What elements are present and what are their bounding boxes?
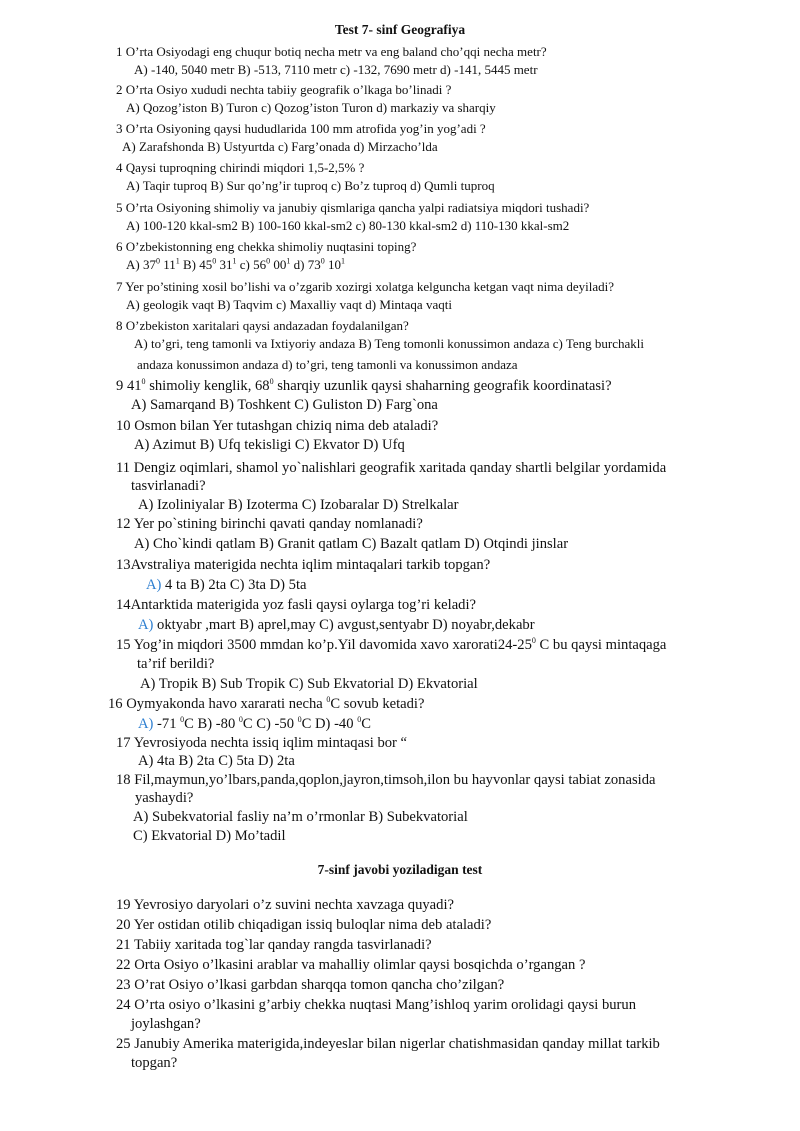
- question-12: 12 Yer po`stining birinchi qavati qanday nomlanadi?: [116, 516, 423, 532]
- answers-3: A) Zarafshonda B) Ustyurtda c) Farg’onada d) Mirzacho’lda: [122, 139, 438, 154]
- answer-mark: A): [138, 716, 154, 732]
- degree-mark: 0: [357, 715, 362, 725]
- answer-text: 11: [159, 257, 176, 272]
- degree-mark: 0: [238, 715, 243, 725]
- question-16: [108, 696, 424, 712]
- answers-15: A) Tropik B) Sub Tropik C) Sub Ekvatorial D) Ekvatorial: [140, 676, 478, 692]
- degree-mark: 0: [266, 256, 271, 266]
- question-11-cont: tasvirlanadi?: [131, 478, 206, 494]
- question-15: [116, 637, 666, 653]
- question-6: 6 O’zbekistonning eng chekka shimoliy nuqtasini toping?: [116, 239, 417, 254]
- answers-10: A) Azimut B) Ufq tekisligi C) Ekvator D) Ufq: [134, 437, 405, 453]
- answer-text: C: [361, 716, 371, 732]
- degree-mark: 0: [141, 377, 146, 387]
- question-1: 1 O’rta Osiyodagi eng chuqur botiq necha metr va eng baland cho’qqi necha metr?: [116, 44, 547, 59]
- open-question-25-cont: topgan?: [131, 1055, 178, 1071]
- open-question-22: 22 Orta Osiyo o’lkasini arablar va mahalliy olimlar qaysi bosqichda o’rgangan ?: [116, 957, 586, 973]
- answer-mark: A): [138, 617, 154, 633]
- question-14: 14Antarktida materigida yoz fasli qaysi oylarga tog’ri keladi?: [116, 597, 476, 613]
- degree-mark: 0: [155, 256, 160, 266]
- open-question-25: 25 Janubiy Amerika materigida,indeyeslar bilan nigerlar chatishmasidan qanday millat tarkib: [116, 1036, 660, 1052]
- answers-8: A) to’gri, teng tamonli va Ixtiyoriy andaza B) Teng tomonli konussimon andaza c) Teng burchakli: [134, 336, 644, 351]
- degree-mark: 0: [180, 715, 185, 725]
- question-8: 8 O’zbekiston xaritalari qaysi andazadan foydalanilgan?: [116, 318, 409, 333]
- question-18: 18 Fil,maymun,yo’lbars,panda,qoplon,jayron,timsoh,ilon bu hayvonlar qaysi tabiat zonasida: [116, 772, 656, 788]
- degree-mark: 0: [212, 256, 217, 266]
- minute-mark: 1: [175, 256, 180, 266]
- answers-16: [138, 716, 371, 732]
- answers-8-cont: andaza konussimon andaza d) to’gri, teng tamonli va konussimon andaza: [137, 357, 518, 372]
- open-question-20: 20 Yer ostidan otilib chiqadigan issiq buloqlar nima deb ataladi?: [116, 917, 492, 933]
- answers-12: A) Cho`kindi qatlam B) Granit qatlam C) Bazalt qatlam D) Otqindi jinslar: [134, 536, 569, 552]
- answers-17: A) 4ta B) 2ta C) 5ta D) 2ta: [138, 753, 295, 769]
- question-text: 9 41: [116, 378, 142, 394]
- question-text: C bu qaysi mintaqaga: [535, 637, 667, 653]
- question-5: 5 O’rta Osiyoning shimoliy va janubiy qismlariga qancha yalpi radiatsiya miqdori tushadi?: [116, 200, 590, 215]
- answers-5: A) 100-120 kkal-sm2 B) 100-160 kkal-sm2 c) 80-130 kkal-sm2 d) 110-130 kkal-sm2: [126, 218, 570, 233]
- answers-4: A) Taqir tuproq B) Sur qo’ng’ir tuproq c) Bo’z tuproq d) Qumli tuproq: [126, 178, 495, 193]
- question-3: 3 O’rta Osiyoning qaysi hududlarida 100 mm atrofida yog’in yog’adi ?: [116, 121, 486, 136]
- question-10: 10 Osmon bilan Yer tutashgan chiziq nima deb ataladi?: [116, 418, 439, 434]
- question-11: 11 Dengiz oqimlari, shamol yo`nalishlari geografik xaritada qanday shartli belgilar yordamida: [116, 460, 667, 476]
- answer-text: A) 37: [126, 257, 156, 272]
- section-title: 7-sinf javobi yoziladigan test: [317, 862, 483, 877]
- answers-6: [126, 257, 345, 273]
- open-question-19: 19 Yevrosiyo daryolari o’z suvini nechta xavzaga quyadi?: [116, 897, 454, 913]
- answer-text: oktyabr ,mart B) aprel,may C) avgust,sentyabr D) noyabr,dekabr: [153, 617, 535, 633]
- answer-text: C D) -40: [301, 716, 358, 732]
- question-15-cont: ta’rif berildi?: [137, 656, 215, 672]
- answer-text: -71: [153, 716, 181, 732]
- answer-mark: A): [146, 577, 162, 593]
- answers-14: [138, 617, 535, 633]
- question-text: sharqiy uzunlik qaysi shaharning geografik koordinatasi?: [273, 378, 612, 394]
- open-question-24-cont: joylashgan?: [131, 1016, 201, 1032]
- minute-mark: 1: [232, 256, 237, 266]
- question-9: [116, 378, 612, 394]
- answers-11: A) Izoliniyalar B) Izoterma C) Izobaralar D) Strelkalar: [138, 497, 459, 513]
- open-question-24: 24 O’rta osiyo o’lkasini g’arbiy chekka nuqtasi Mang’ishloq yarim orolidagi qaysi burun: [116, 997, 637, 1013]
- answers-1: A) -140, 5040 metr B) -513, 7110 metr c) -132, 7690 metr d) -141, 5445 metr: [134, 62, 538, 77]
- answers-2: A) Qozog’iston B) Turon c) Qozog’iston Turon d) markaziy va sharqiy: [126, 100, 496, 115]
- answer-text: 10: [324, 257, 341, 272]
- question-text: 15 Yog’in miqdori 3500 mmdan ko’p.Yil davomida xavo xarorati24-25: [116, 637, 532, 653]
- degree-mark: 0: [531, 636, 536, 646]
- answer-text: 00: [270, 257, 287, 272]
- minute-mark: 1: [340, 256, 345, 266]
- answer-text: 4 ta B) 2ta C) 3ta D) 5ta: [161, 577, 307, 593]
- answers-18: A) Subekvatorial fasliy na’m o’rmonlar B) Subekvatorial: [133, 809, 468, 825]
- answer-text: C C) -50: [242, 716, 298, 732]
- answers-7: A) geologik vaqt B) Taqvim c) Maxalliy vaqt d) Mintaqa vaqti: [126, 297, 452, 312]
- degree-mark: 0: [297, 715, 302, 725]
- question-18-cont: yashaydi?: [135, 790, 194, 806]
- question-13: 13Avstraliya materigida nechta iqlim mintaqalari tarkib topgan?: [116, 557, 491, 573]
- answer-text: B) 45: [179, 257, 213, 272]
- question-7: 7 Yer po’stining xosil bo’lishi va o’zgarib xozirgi xolatga kelguncha ketgan vaqt nima deyiladi?: [116, 279, 614, 294]
- question-4: 4 Qaysi tuproqning chirindi miqdori 1,5-2,5% ?: [116, 160, 365, 175]
- question-2: 2 O’rta Osiyo xududi nechta tabiiy geografik o’lkaga bo’linadi ?: [116, 82, 452, 97]
- degree-mark: 0: [326, 695, 331, 705]
- open-question-23: 23 O’rat Osiyo o’lkasi garbdan sharqqa tomon qancha cho’zilgan?: [116, 977, 505, 993]
- answers-13: [146, 577, 307, 593]
- degree-mark: 0: [269, 377, 274, 387]
- question-text: shimoliy kenglik, 68: [145, 378, 270, 394]
- open-question-21: 21 Tabiiy xaritada tog`lar qanday rangda tasvirlanadi?: [116, 937, 432, 953]
- answers-9: A) Samarqand B) Toshkent C) Guliston D) Farg`ona: [131, 397, 438, 413]
- answer-text: 31: [216, 257, 233, 272]
- answer-text: d) 73: [290, 257, 321, 272]
- question-text: 16 Oymyakonda havo xararati necha: [108, 696, 327, 712]
- question-text: C sovub ketadi?: [330, 696, 425, 712]
- minute-mark: 1: [286, 256, 291, 266]
- answer-text: C B) -80: [184, 716, 239, 732]
- degree-mark: 0: [320, 256, 325, 266]
- answer-text: c) 56: [236, 257, 267, 272]
- test-title: Test 7- sinf Geografiya: [334, 22, 466, 37]
- question-17: 17 Yevrosiyoda nechta issiq iqlim mintaqasi bor “: [116, 735, 408, 751]
- answers-18-cont: C) Ekvatorial D) Mo’tadil: [133, 828, 286, 844]
